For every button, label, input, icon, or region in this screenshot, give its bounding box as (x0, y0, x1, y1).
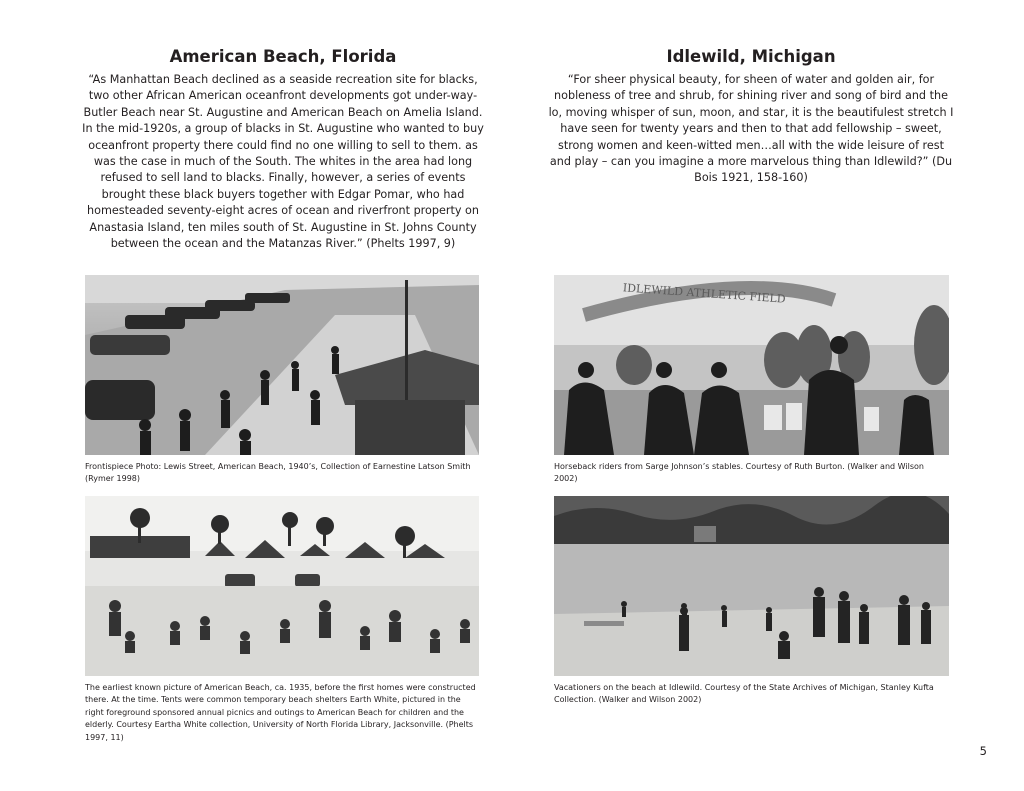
left-column (78, 46, 488, 252)
left-title: American Beach, Florida (169, 47, 397, 66)
page-number: 5 (979, 744, 987, 758)
right-title: Idlewild, Michigan (666, 47, 836, 66)
caption-horseback-riders: Horseback riders from Sarge Johnson’s stables. Courtesy of Ruth Burton. (Walker and Wilson 2002) (554, 462, 924, 484)
caption-idlewild-beach: Vacationers on the beach at Idlewild. Courtesy of the State Archives of Michigan, Stanley Kufta Collection. (Walker and Wilson 2002) (554, 683, 934, 705)
photo-lewis-street-image (85, 275, 479, 455)
photo-idlewild-beach (554, 496, 949, 676)
left-quote: “As Manhattan Beach declined as a seaside recreation site for blacks, two other African American oceanfront developments got under-way-Butler Beach near St. Augustine and American Beach on Amelia Island. In the mid-1920s, a group of blacks in St. Augustine who wanted to buy oceanfront property there could find no one willing to sell to them. as was the case in much of the South. The whites in the area had long refused to sell land to blacks. Finally, however, a series of events brought these black buyers together with Edgar Pomar, who had homesteaded seventy-eight acres of ocean and riverfront property on Anastasia Island, ten miles south of St. Augustine in St. Johns County between the ocean and the Matanzas River.” (Phelts 1997, 9) (82, 73, 484, 251)
right-column (546, 46, 956, 187)
photo-horseback-riders (554, 275, 949, 455)
photo-horseback-riders-image (554, 275, 949, 455)
right-quote: “For sheer physical beauty, for sheen of water and golden air, for nobleness of tree and shrub, for shining river and song of bird and the lo, moving whisper of sun, moon, and star, it is the beautifulest stretch I have seen for twenty years and then to that add fellowship – sweet, strong women and keen-witted men…all with the wide leisure of rest and play – can you imagine a more marvelous thing than Idlewild?” (Du Bois 1921, 158-160) (548, 73, 954, 185)
photo-idlewild-beach-image (554, 496, 949, 676)
photo-earliest-american-beach-image (85, 496, 479, 676)
caption-lewis-street: Frontispiece Photo: Lewis Street, American Beach, 1940’s, Collection of Earnestine Latson Smith (Rymer 1998) (85, 462, 471, 484)
athletic-field-sign: IDLEWILD ATHLETIC FIELD (622, 281, 787, 306)
photo-lewis-street (85, 275, 479, 455)
photo-earliest-american-beach (85, 496, 479, 676)
caption-earliest-american-beach: The earliest known picture of American Beach, ca. 1935, before the first homes were constructed there. At the time. Tents were common temporary beach shelters Earth White, pictured in the right foreground sponsored annual picnics and outings to American Beach for children and the elderly. Courtesy Eartha White collection, University of North Florida Library, Jacksonville. (Phelts 1997, 11) (85, 683, 476, 742)
